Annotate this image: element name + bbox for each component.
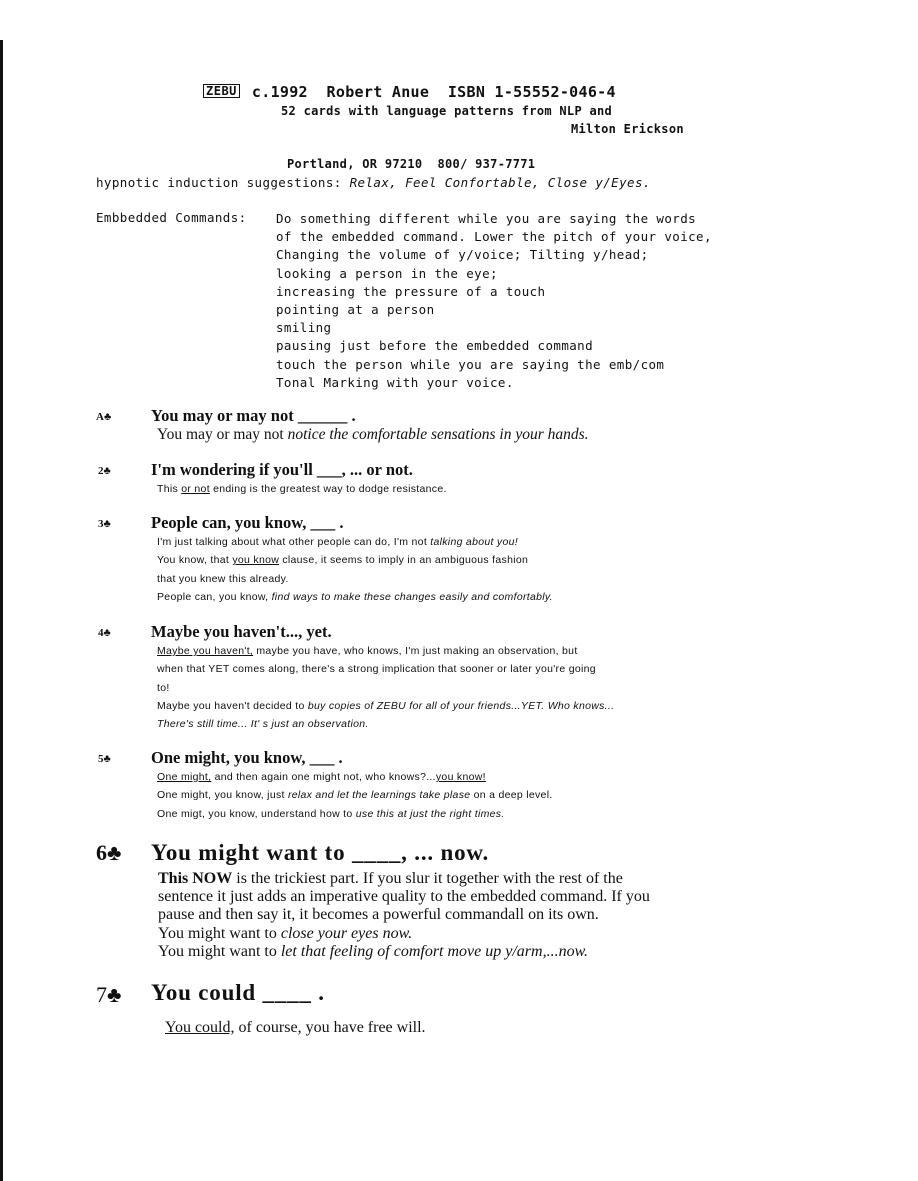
card-body-italic: let that feeling of comfort move up y/arm,...now. [280, 942, 589, 960]
card-suit-two: 2♣ [98, 465, 111, 477]
embedded-line: pausing just before the embedded command [276, 338, 594, 354]
card-title-six: You might want to ____, ... now. [151, 840, 490, 865]
card-body-text: on a deep level. [470, 789, 553, 802]
embedded-line: increasing the pressure of a touch [276, 283, 546, 299]
embedded-line: pointing at a person [276, 302, 435, 318]
header-line-3: Milton Erickson [571, 122, 684, 136]
card-body-text: You know, that [157, 554, 233, 567]
card-title-two: I'm wondering if you'll ___, ... or not. [151, 460, 413, 479]
card-suit-seven: 7♣ [96, 982, 122, 1007]
card-body-text: and then again one might not, who knows?... [211, 771, 436, 783]
card-body-four [157, 642, 614, 733]
header-copyright: c.1992 Robert Anue ISBN 1-55552-046-4 [251, 83, 616, 101]
header-line-2: 52 cards with language patterns from NLP and [281, 104, 613, 118]
card-body-text: that you knew this already. [157, 572, 289, 585]
card-title-ace: You may or may not ______ . [151, 406, 356, 425]
card-body-underline: Maybe you haven't, [157, 645, 254, 657]
card-body-italic: close your eyes now. [280, 924, 413, 942]
card-body-text: I'm just talking about what other people can do, I'm not [157, 536, 431, 548]
card-body-underline: you know! [435, 771, 486, 783]
card-body-bold: This NOW [158, 870, 233, 887]
card-body-text: pause and then say it, it becomes a powerful commandall on its own. [158, 906, 599, 924]
card-body-text: Maybe you haven't decided to [157, 699, 308, 712]
card-suit-three: 3♣ [98, 518, 111, 530]
page-left-edge [0, 40, 3, 1181]
embedded-line: smiling [276, 320, 332, 336]
embedded-line: of the embedded command. Lower the pitch of your voice, [276, 229, 712, 245]
card-title-three: People can, you know, ___ . [151, 513, 344, 532]
embedded-line: touch the person while you are saying the emb/com [276, 356, 665, 372]
card-body-text: maybe you have, who knows, I'm just making an observation, but [253, 645, 578, 657]
card-body-text: You might want to [158, 924, 281, 942]
card-title-four: Maybe you haven't..., yet. [151, 622, 332, 641]
embedded-list [276, 210, 712, 392]
card-suit-five: 5♣ [98, 753, 111, 765]
card-body-six [158, 870, 650, 961]
card-body-italic: talking about you! [430, 536, 518, 548]
card-body-text: when that YET comes along, there's a strong implication that sooner or later you're going [157, 663, 596, 676]
card-body-italic: There's still time... It' s just an observation. [157, 718, 369, 731]
embedded-label: Embbedded Commands: [96, 210, 247, 225]
card-body-underline: or not [181, 483, 210, 495]
hypnotic-line [96, 175, 651, 190]
card-body-italic: buy copies of ZEBU for all of your friends...YET. Who knows... [307, 699, 615, 712]
card-body-underline: you know [232, 554, 280, 567]
card-body-ace [157, 426, 589, 444]
embedded-line: Tonal Marking with your voice. [276, 374, 514, 390]
embedded-line: Changing the volume of y/voice; Tilting y/head; [276, 247, 649, 263]
card-body-two [157, 480, 447, 498]
card-title-five: One might, you know, ___ . [151, 748, 343, 767]
card-suit-ace: A♣ [96, 411, 112, 423]
card-body-three [157, 533, 553, 606]
header-line-1 [203, 83, 616, 101]
card-body-text: to! [157, 681, 170, 694]
card-body-text: sentence it just adds an imperative quality to the embedded command. If you [158, 888, 650, 906]
card-body-text: One migt, you know, understand how to [157, 807, 356, 820]
card-body-italic: find ways to make these changes easily and comfortably. [271, 590, 553, 603]
embedded-line: Do something different while you are saying the words [276, 211, 697, 226]
card-body-text: You may or may not [157, 426, 288, 443]
hypnotic-suggestions: Relax, Feel Confortable, Close y/Eyes. [349, 175, 651, 190]
card-suit-four: 4♣ [98, 627, 111, 639]
card-body-seven [165, 1019, 426, 1037]
card-body-italic: relax and let the learnings take plase [287, 789, 471, 802]
card-body-italic: use this at just the right times. [355, 807, 505, 820]
card-body-text: One might, you know, just [157, 789, 288, 802]
card-body-underline: You could, [165, 1019, 235, 1036]
card-title-seven: You could ____ . [151, 980, 325, 1005]
card-body-italic: notice the comfortable sensations in your hands. [287, 426, 589, 443]
card-body-text: is the trickiest part. If you slur it together with the rest of the [232, 870, 623, 887]
card-body-text: ending is the greatest way to dodge resistance. [209, 483, 447, 495]
embedded-line: looking a person in the eye; [276, 265, 498, 281]
card-body-text: of course, you have free will. [234, 1019, 426, 1036]
card-body-text: People can, you know, [157, 590, 272, 603]
header-address: Portland, OR 97210 800/ 937-7771 [287, 157, 536, 171]
card-suit-six: 6♣ [96, 840, 122, 865]
hypnotic-prefix: hypnotic induction suggestions: [96, 175, 350, 190]
card-body-text: You might want to [158, 942, 281, 960]
card-body-five [157, 768, 553, 823]
card-body-text: clause, it seems to imply in an ambiguous fashion [279, 554, 529, 567]
card-body-text: This [157, 483, 182, 495]
zebu-logo: ZEBU [203, 84, 240, 98]
card-body-underline: One might, [157, 771, 212, 783]
